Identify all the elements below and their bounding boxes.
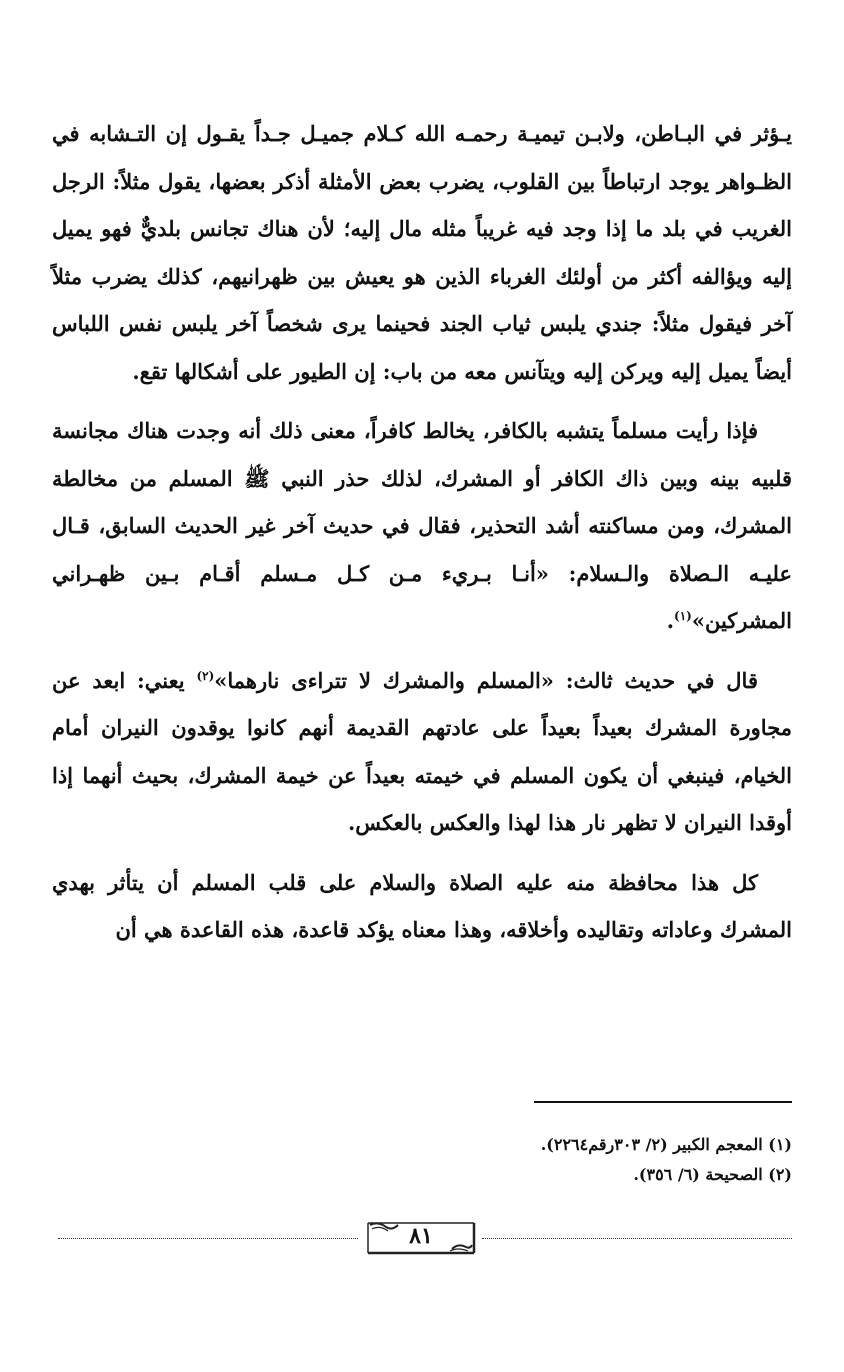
page-number-frame xyxy=(364,1219,478,1257)
page-number-row xyxy=(58,1219,792,1263)
footnotes xyxy=(292,1130,792,1190)
dotted-rule-right xyxy=(482,1238,792,1239)
paragraph-3-text-end: يعني: ابعد عن مجاورة المشرك بعيداً بعيداً على عادتهم القديمة أنهم كانوا يوقدون النيران أمام الخيام، فينبغي أن يكون المسلم في خيمته بعيداً عن خيمة المشرك، بحيث أنهما إذا أوقدا النيران لا تظهر نار هذا لهذا والعكس بالعكس. xyxy=(52,667,792,835)
paragraph-3-text: قال في حديث ثالث: «المسلم والمشرك لا تتراءى نارهما» xyxy=(214,667,758,693)
footnote-1: (١) المعجم الكبير (٢/ ٣٠٣رقم٢٢٦٤). xyxy=(540,1135,792,1154)
page-number: ٨١ xyxy=(409,1223,433,1249)
paragraph-4 xyxy=(52,859,792,954)
footnote-2: (٢) الصحيحة (٦/ ٣٥٦). xyxy=(633,1165,792,1184)
page-body xyxy=(52,110,792,954)
footnote-ref-1: (١) xyxy=(674,609,692,623)
paragraph-4-text: كل هذا محافظة منه عليه الصلاة والسلام على قلب المسلم أن يتأثر بهدي المشرك وعاداته وتقاليده وأخلاقه، وهذا معناه يؤكد قاعدة، هذه القاعدة هي أن xyxy=(52,869,792,942)
paragraph-2-text-end: . xyxy=(666,608,675,633)
paragraph-2 xyxy=(52,407,792,645)
footnote-ref-2: (٢) xyxy=(196,668,215,683)
paragraph-2-text: فإذا رأيت مسلماً يتشبه بالكافر، يخالط كافراً، معنى ذلك أنه وجدت هناك مجانسة قلبيه بينه وبين ذاك الكافر أو المشرك، لذلك حذر النبي ﷺ المسلم من مخالطة المشرك، ومن مساكنته أشد التحذير، فقال في حديث آخر غير الحديث السابق، قـال عليـه الـصلاة والـسلام: «أنـا بـريء مـن كـل مـسلم أقـام بـين ظهـراني المشركين» xyxy=(52,418,792,633)
footnote-divider xyxy=(534,1101,792,1103)
paragraph-1 xyxy=(52,110,792,395)
dotted-rule-left xyxy=(58,1238,358,1239)
paragraph-1-text: يـؤثر في البـاطن، ولابـن تيميـة رحمـه الله كـلام جميـل جـداً يقـول إن التـشابه في الظـواهر يوجد ارتباطاً بين القلوب، يضرب بعض الأمثلة أذكر بعضها، يقول مثلاً: الرجل الغريب في بلد ما إذا وجد فيه غريباً مثله مال إليه؛ لأن هناك تجانس بلديٌّ فهو يميل إليه ويؤالفه أكثر من أولئك الغرباء الذين هو يعيش بين ظهرانيهم، كذلك يضرب مثلاً آخر فيقول مثلاً: جندي يلبس ثياب الجند فحينما يرى شخصاً آخر يلبس نفس اللباس أيضاً يميل إليه ويركن إليه ويتآنس معه من باب: إن الطيور على أشكالها تقع. xyxy=(52,121,792,384)
paragraph-3 xyxy=(52,657,792,847)
